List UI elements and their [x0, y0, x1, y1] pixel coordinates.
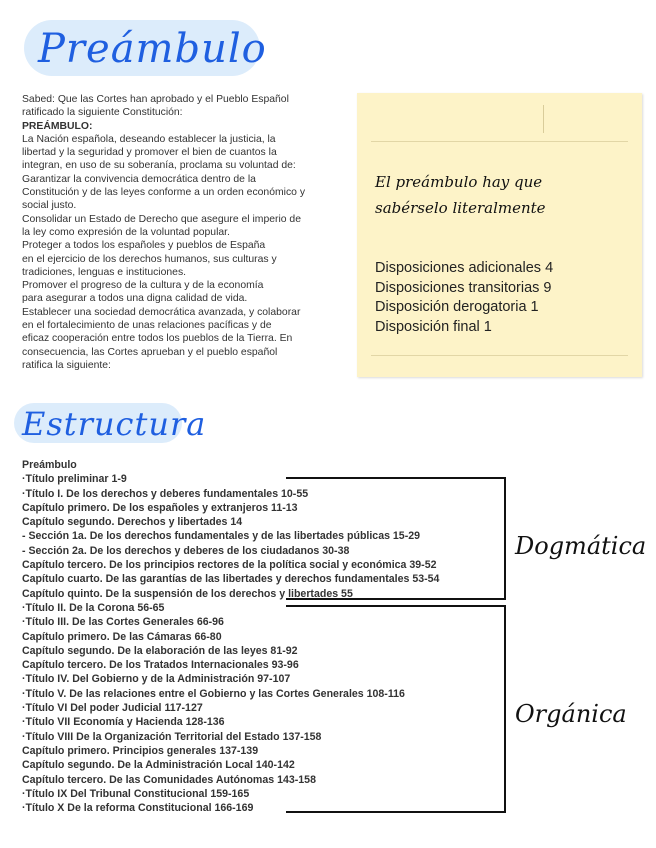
disposition-item: Disposición derogatoria 1: [375, 299, 539, 315]
structure-item: Capítulo segundo. De la elaboración de las leyes 81-92: [22, 644, 298, 657]
organica-label: Orgánica: [515, 700, 627, 728]
disposition-item: Disposición final 1: [375, 318, 492, 335]
structure-item: Capítulo segundo. De la Administración Local 140-142: [22, 759, 295, 772]
structure-item: ·Título preliminar 1-9: [22, 473, 127, 486]
preamble-line: libertad y la seguridad y promover el bien de cuantos la: [22, 147, 277, 159]
preamble-line: ratifica la siguiente:: [22, 359, 111, 371]
dogmatica-bracket: [286, 477, 506, 600]
preamble-line: Proteger a todos los españoles y pueblos de España: [22, 240, 266, 252]
preamble-line: La Nación española, deseando establecer la justicia, la: [22, 133, 276, 145]
structure-item: ·Título IV. Del Gobierno y de la Administración 97-107: [22, 673, 291, 686]
preamble-line: ratificado la siguiente Constitución:: [22, 107, 183, 119]
structure-item: ·Título IX Del Tribunal Constitucional 159-165: [22, 787, 250, 800]
preamble-line: Garantizar la convivencia democrática dentro de la: [22, 173, 256, 185]
structure-item: Preámbulo: [22, 459, 77, 471]
sticky-note: [357, 93, 642, 377]
structure-item: ·Título III. De las Cortes Generales 66-96: [22, 616, 224, 629]
preamble-line: Constitución y de las leyes conforme a un orden económico y: [22, 187, 306, 199]
structure-item: ·Título I. De los derechos y deberes fundamentales 10-55: [22, 487, 309, 500]
preamble-line: integran, en uso de su soberanía, proclama su voluntad de:: [22, 160, 296, 172]
note-handwritten-line: El preámbulo hay que: [375, 173, 543, 191]
preamble-line: Consolidar un Estado de Derecho que asegure el imperio de: [22, 213, 301, 225]
structure-item: ·Título VII Economía y Hacienda 128-136: [22, 716, 225, 729]
structure-item: Capítulo segundo. Derechos y libertades 14: [22, 516, 243, 529]
preamble-line: eficaz cooperación entre todos los pueblos de la Tierra. En: [22, 333, 293, 345]
page-title: Preámbulo: [38, 26, 267, 72]
structure-item: Capítulo primero. Principios generales 137-139: [22, 744, 259, 757]
structure-item: - Sección 1a. De los derechos fundamentales y de las libertades públicas 15-29: [22, 530, 421, 543]
preamble-line: en el fortalecimiento de unas relaciones pacíficas y de: [22, 320, 272, 332]
preamble-line: tradiciones, lenguas e instituciones.: [22, 266, 187, 278]
structure-item: Capítulo quinto. De la suspensión de los derechos y libertades 55: [22, 587, 353, 600]
structure-item: Capítulo cuarto. De las garantías de las libertades y derechos fundamentales 53-54: [22, 573, 440, 586]
preamble-line: Establecer una sociedad democrática avanzada, y colaborar: [22, 306, 301, 318]
preamble-line: Sabed: Que las Cortes han aprobado y el Pueblo Español: [22, 94, 289, 105]
organica-bracket: [286, 605, 506, 813]
structure-item: ·Título II. De la Corona 56-65: [22, 601, 165, 614]
structure-item: Capítulo primero. De los españoles y extranjeros 11-13: [22, 501, 298, 514]
note-handwritten-text: [375, 169, 625, 221]
preamble-line: social justo.: [22, 200, 77, 212]
disposition-item: Disposiciones transitorias 9: [375, 279, 552, 296]
disposition-item: Disposiciones adicionales 4: [375, 260, 554, 276]
preamble-heading: PREÁMBULO:: [22, 120, 93, 132]
preamble-line: consecuencia, las Cortes aprueban y el pueblo español: [22, 346, 278, 358]
dogmatica-label: Dogmática: [515, 532, 647, 560]
note-handwritten-line: sabérselo literalmente: [375, 199, 546, 217]
structure-item: ·Título VI Del poder Judicial 117-127: [22, 702, 203, 715]
structure-item: - Sección 2a. De los derechos y deberes de los ciudadanos 30-38: [22, 544, 350, 557]
structure-item: ·Título V. De las relaciones entre el Gobierno y las Cortes Generales 108-116: [22, 687, 405, 700]
structure-item: Capítulo tercero. De las Comunidades Autónomas 143-158: [22, 773, 316, 786]
structure-item: Capítulo tercero. De los principios rectores de la política social y económica 39-52: [22, 559, 437, 572]
preamble-line: la ley como expresión de la voluntad popular.: [22, 226, 230, 238]
preamble-line: Promover el progreso de la cultura y de la economía: [22, 280, 264, 292]
dispositions-list: [375, 259, 553, 337]
preamble-line: en el ejercicio de los derechos humanos, sus culturas y: [22, 253, 277, 265]
section-title: Estructura: [22, 405, 207, 443]
structure-item: ·Título X De la reforma Constitucional 166-169: [22, 802, 254, 815]
note-divider: [371, 355, 628, 356]
preamble-text: [22, 93, 354, 372]
structure-item: Capítulo tercero. De los Tratados Internacionales 93-96: [22, 659, 299, 672]
note-mark: [543, 105, 544, 133]
structure-item: ·Título VIII De la Organización Territorial del Estado 137-158: [22, 730, 322, 743]
structure-item: Capítulo primero. De las Cámaras 66-80: [22, 630, 222, 643]
note-divider: [371, 141, 628, 142]
preamble-line: para asegurar a todos una digna calidad de vida.: [22, 293, 248, 305]
